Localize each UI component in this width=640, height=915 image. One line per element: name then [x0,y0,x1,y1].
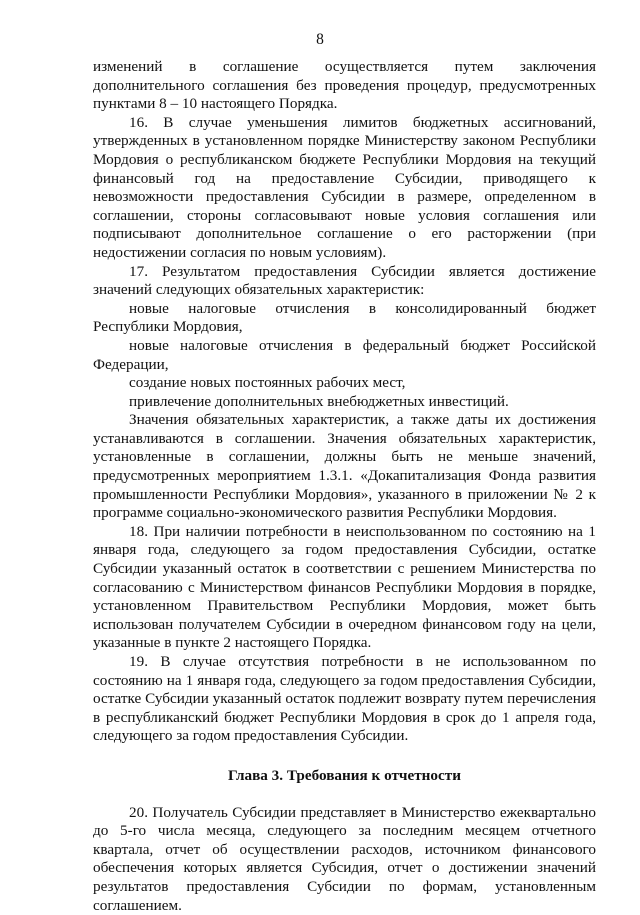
paragraph-17-item-investments: привлечение дополнительных внебюджетных инвестиций. [129,392,509,410]
paragraph-17-item-regional-taxes: новые налоговые отчисления в консолидированный бюджет Республики Мордовия, [93,299,596,336]
paragraph-17-values: Значения обязательных характеристик, а также даты их достижения устанавливаются в соглашении. Значения обязательных характеристик, установленные в соглашении, должны быть не меньше значений, предусмотренных мероприятием 1.3.1. «Докапитализация Фонда развития промышленности Республики Мордовия», указанного в приложении № 2 к программе социально-экономического развития Республики Мордовия. [93,411,596,522]
paragraph-17-item-federal-taxes: новые налоговые отчисления в федеральный бюджет Российской Федерации, [93,336,596,373]
paragraph-19: 19. В случае отсутствия потребности в не использованном по состоянию на 1 января года, следующего за годом предоставления Субсидии, остатке Субсидии указанный остаток подлежит возврату путем перечисления в республиканский бюджет Республики Мордовия в срок до 1 апреля года, следующего за годом предоставления Субсидии. [93,653,596,745]
paragraph-20: 20. Получатель Субсидии представляет в Министерство ежеквартально до 5-го числа месяца, следующего за последним месяцем отчетного квартала, отчет об осуществлении расходов, источником финансового обеспечения которых является Субсидия, отчет о достижении значений результатов предоставления Субсидии по формам, установленным соглашением. [93,803,596,914]
page-number: 8 [316,31,324,48]
chapter-3-title: Глава 3. Требования к отчетности [228,766,461,784]
paragraph-continuation: изменений в соглашение осуществляется путем заключения дополнительного соглашения без проведения процедур, предусмотренных пунктами 8 – 10 настоящего Порядка. [93,58,596,113]
paragraph-18: 18. При наличии потребности в неиспользованном по состоянию на 1 января года, следующего за годом предоставления Субсидии, остатке Субсидии указанный остаток в соответствии с решением Министерства по согласованию с Министерством финансов Республики Мордовия в порядке, установленном Правительством Республики Мордовия, может быть использован получателем Субсидии в очередном финансовом году на цели, указанные в пункте 2 настоящего Порядка. [93,522,596,652]
paragraph-16: 16. В случае уменьшения лимитов бюджетных ассигнований, утвержденных в установленном порядке Министерству законом Республики Мордовия о республиканском бюджете Республики Мордовия на текущий финансовый год на предоставление Субсидии, приводящего к невозможности предоставления Субсидии в размере, определенном в соглашении, стороны согласовывают новые условия соглашения или подписывают дополнительное соглашение о его расторжении (при недостижении согласия по новым условиям). [93,113,596,261]
document-body [93,58,596,915]
paragraph-17: 17. Результатом предоставления Субсидии является достижение значений следующих обязательных характеристик: [93,262,596,299]
paragraph-17-item-jobs: создание новых постоянных рабочих мест, [129,374,406,392]
